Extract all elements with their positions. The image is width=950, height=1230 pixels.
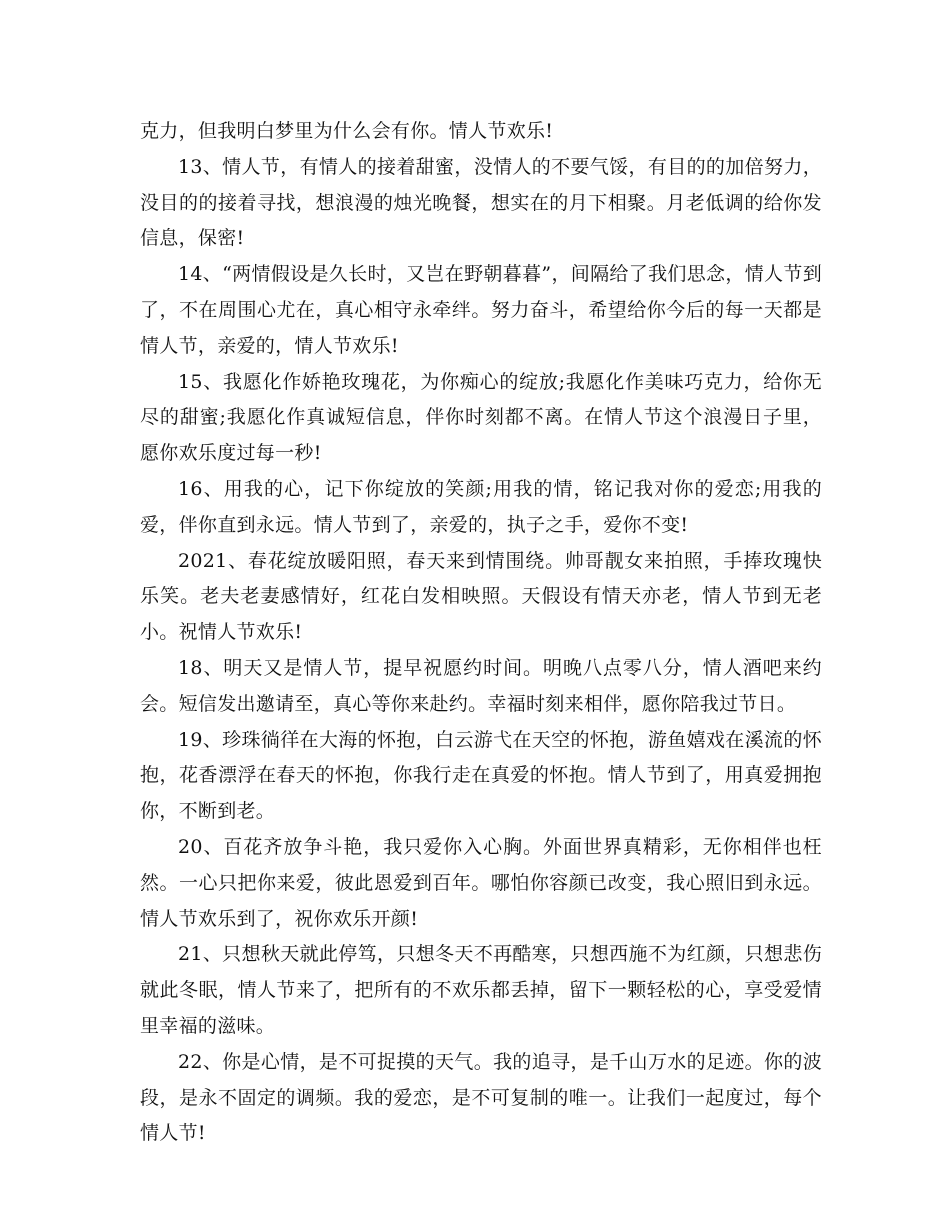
paragraph-14: 14、“两情假设是久长时，又岂在野朝暮暮”，间隔给了我们思念，情人节到了，不在周围心尤在，真心相守永牵绊。努力奋斗，希望给你今后的每一天都是情人节，亲爱的，情人节欢乐!: [140, 263, 822, 357]
paragraph-2021: 2021、春花绽放暖阳照，春天来到情围绕。帅哥靓女来拍照，手捧玫瑰快乐笑。老夫老妻感情好，红花白发相映照。天假设有情天亦老，情人节到无老小。祝情人节欢乐!: [140, 549, 822, 644]
paragraph-13: 13、情人节，有情人的接着甜蜜，没情人的不要气馁，有目的的加倍努力，没目的的接着寻找，想浪漫的烛光晚餐，想实在的月下相聚。月老低调的给你发信息，保密!: [140, 155, 822, 250]
paragraph-continuation: 克力，但我明白梦里为什么会有你。情人节欢乐!: [140, 120, 554, 142]
paragraph-15: 15、我愿化作娇艳玫瑰花，为你痴心的绽放;我愿化作美味巧克力，给你无尽的甜蜜;我愿化作真诚短信息，伴你时刻都不离。在情人节这个浪漫日子里，愿你欢乐度过每一秒!: [140, 370, 822, 465]
paragraph-16: 16、用我的心，记下你绽放的笑颜;用我的情，铭记我对你的爱恋;用我的爱，伴你直到永远。情人节到了，亲爱的，执子之手，爱你不变!: [140, 477, 822, 536]
paragraph-21: 21、只想秋天就此停笃，只想冬天不再酷寒，只想西施不为红颜，只想悲伤就此冬眠，情人节来了，把所有的不欢乐都丢掉，留下一颗轻松的心，享受爱情里幸福的滋味。: [140, 943, 822, 1037]
paragraph-19: 19、珍珠徜徉在大海的怀抱，白云游弋在天空的怀抱，游鱼嬉戏在溪流的怀抱，花香漂浮在春天的怀抱，你我行走在真爱的怀抱。情人节到了，用真爱拥抱你，不断到老。: [140, 728, 822, 823]
paragraph-20: 20、百花齐放争斗艳，我只爱你入心胸。外面世界真精彩，无你相伴也枉然。一心只把你来爱，彼此恩爱到百年。哪怕你容颜已改变，我心照旧到永远。情人节欢乐到了，祝你欢乐开颜!: [140, 835, 822, 930]
paragraph-18: 18、明天又是情人节，提早祝愿约时间。明晚八点零八分，情人酒吧来约会。短信发出邀请至，真心等你来赴约。幸福时刻来相伴，愿你陪我过节日。: [140, 656, 822, 715]
paragraph-22: 22、你是心情，是不可捉摸的天气。我的追寻，是千山万水的足迹。你的波段，是永不固定的调频。我的爱恋，是不可复制的唯一。让我们一起度过，每个情人节!: [140, 1050, 822, 1145]
document-body: [140, 114, 822, 1152]
